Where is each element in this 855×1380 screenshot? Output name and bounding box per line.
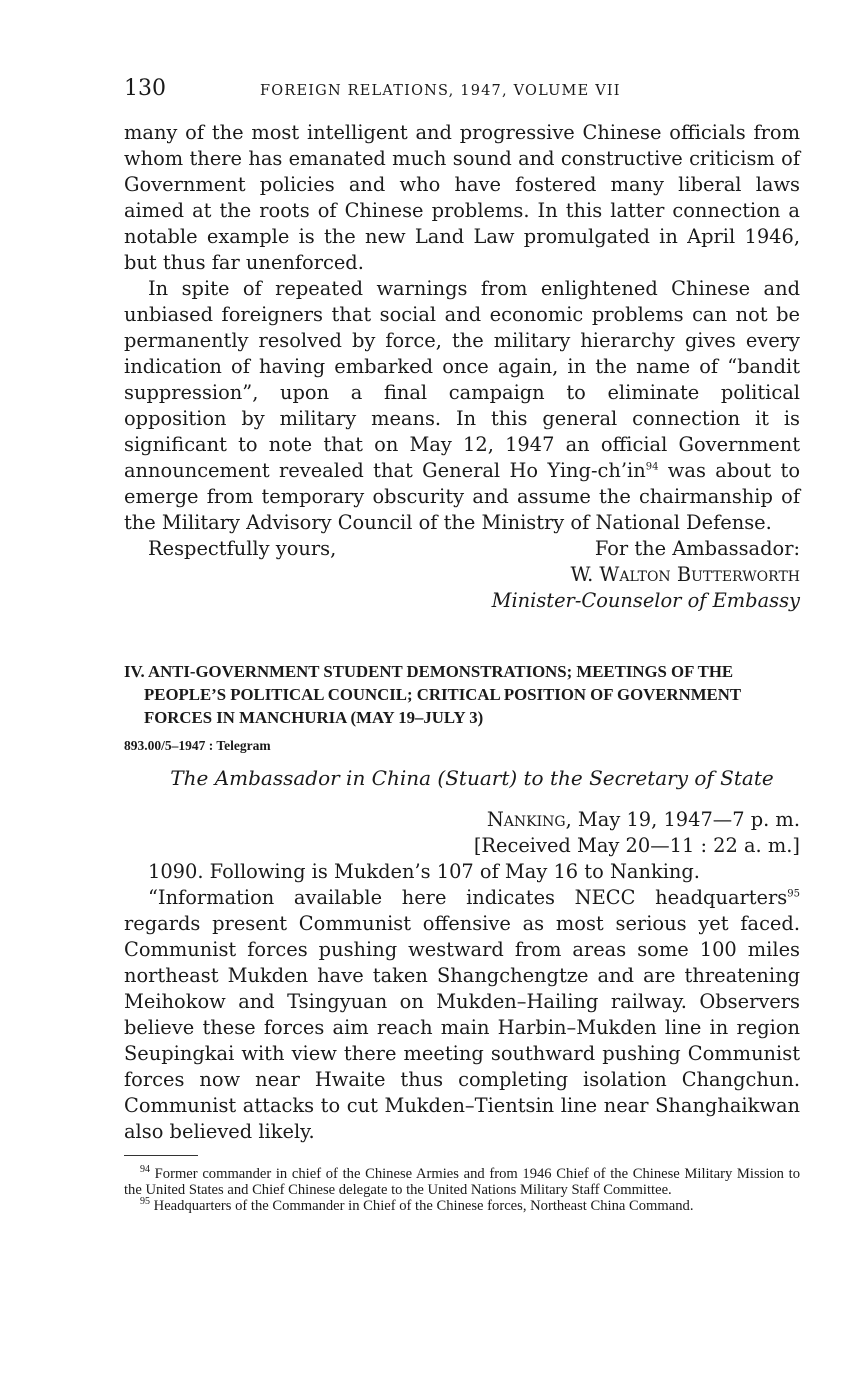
- dateline-place: Nanking: [486, 808, 566, 831]
- footnote-95-text: Headquarters of the Commander in Chief of the Chinese forces, Northeast China Command.: [150, 1198, 694, 1214]
- footnotes: [124, 1166, 800, 1214]
- telegram-opening: 1090. Following is Mukden’s 107 of May 16 to Nanking.: [148, 860, 700, 883]
- paragraph-2-text-b: was about to emerge from temporary obscurity and assume the chairmanship of the Military Advisory Council of the Ministry of National Defense.: [124, 459, 800, 534]
- closing-salutation: Respectfully yours,: [148, 537, 337, 560]
- signer-surname: Walton Butterworth: [599, 563, 800, 586]
- footnote-ref-94: 94: [645, 461, 659, 473]
- footnote-divider: [124, 1155, 198, 1156]
- signer-name: [124, 562, 800, 588]
- footnote-94-marker: 94: [140, 1164, 150, 1176]
- dateline: [124, 807, 800, 833]
- footnote-94-text: Former commander in chief of the Chinese Armies and from 1946 Chief of the Chinese Military Mission to the United States and Chief Chinese delegate to the United Nations Military Staff Committee.: [124, 1166, 800, 1198]
- document-title: The Ambassador in China (Stuart) to the Secretary of State: [170, 766, 774, 790]
- footnote-95: [124, 1198, 800, 1214]
- signer-initial: W.: [570, 563, 594, 586]
- signoff-block: [124, 536, 800, 614]
- document-page: [124, 76, 800, 1214]
- signer-title: Minister-Counselor of Embassy: [491, 589, 800, 612]
- telegram-body-a: “Information available here indicates NECC headquarters: [148, 886, 788, 909]
- signoff-row: [124, 536, 800, 562]
- footnote-94: [124, 1166, 800, 1198]
- dateline-date: , May 19, 1947—7 p. m.: [565, 808, 800, 831]
- paragraph-2-text-a: In spite of repeated warnings from enlightened Chinese and unbiased foreigners that social and economic problems can not be permanently resolved by force, the military hierarchy gives every indication of having embarked once again, in the name of “bandit suppression”, upon a final campaign to eliminate political opposition by military means. In this general connection it is significant to note that on May 12, 1947 an official Government announcement revealed that General Ho Ying-ch’in: [124, 277, 800, 482]
- file-reference: 893.00/5–1947 : Telegram: [124, 738, 271, 753]
- received-line: [Received May 20—11 : 22 a. m.]: [473, 834, 800, 857]
- footnote-95-marker: 95: [140, 1196, 150, 1208]
- page-number: 130: [124, 76, 166, 101]
- running-header: [124, 76, 800, 106]
- telegram-body-b: regards present Communist offensive as most serious yet faced. Communist forces pushing westward from areas some 100 miles northeast Mukden have taken Shangchengtze and are threatening Meihokow and Tsingyuan on Mukden–Hailing railway. Observers believe these forces aim reach main Harbin–Mukden line in region Seupingkai with view there meeting southward pushing Communist forces now near Hwaite thus completing isolation Changchun. Communist attacks to cut Mukden–Tientsin line near Shanghaikwan also believed likely.: [124, 912, 800, 1143]
- running-title: FOREIGN RELATIONS, 1947, VOLUME VII: [260, 83, 621, 99]
- footnote-ref-95: 95: [787, 888, 800, 900]
- continued-paragraph: many of the most intelligent and progressive Chinese officials from whom there has emanated much sound and constructive criticism of Government policies and who have fostered many liberal laws aimed at the roots of Chinese problems. In this latter connection a notable example is the new Land Law promulgated in April 1946, but thus far unenforced.: [124, 121, 800, 274]
- section-heading: IV. ANTI-GOVERNMENT STUDENT DEMONSTRATIONS; MEETINGS OF THE PEOPLE’S POLITICAL COUNCIL; CRITICAL POSITION OF GOVERNMENT FORCES IN MANCHURIA (MAY 19–JULY 3): [124, 662, 741, 727]
- for-ambassador-line: For the Ambassador:: [594, 537, 800, 560]
- telegram-body: [124, 885, 800, 1145]
- paragraph-bandit-suppression: [124, 276, 800, 536]
